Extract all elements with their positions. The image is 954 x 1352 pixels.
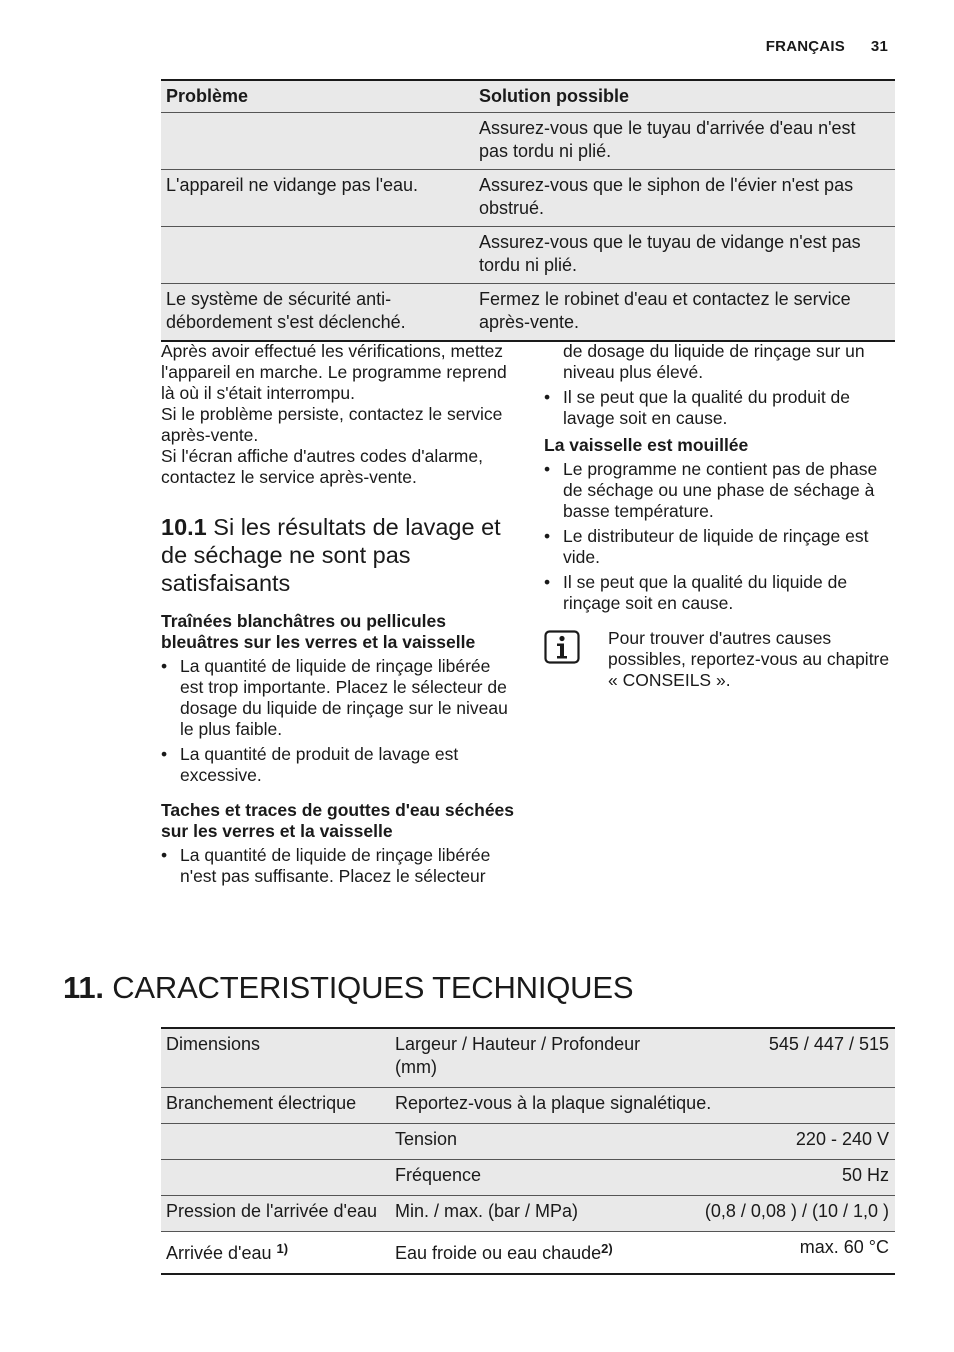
intro-paragraph: Si le problème persiste, contactez le service après-vente. [161, 404, 503, 445]
solution-cell: Assurez-vous que le tuyau d'arrivée d'eau n'est pas tordu ni plié. [474, 113, 895, 170]
column-header-solution: Solution possible [474, 80, 895, 113]
spec-value: 545 / 447 / 515 [651, 1028, 895, 1088]
subheading-wet-dishes: La vaisselle est mouillée [544, 435, 749, 455]
chapter-title: CARACTERISTIQUES TECHNIQUES [112, 970, 634, 1005]
table-row [161, 1196, 895, 1232]
info-icon [544, 630, 580, 664]
bullet-list [161, 656, 517, 786]
spec-value: max. 60 °C [651, 1232, 895, 1275]
list-item: • La quantité de liquide de rinçage libérée n'est pas suffisante. Placez le sélecteur [161, 845, 491, 886]
left-column [161, 341, 517, 891]
list-item: • Le programme ne contient pas de phase de séchage ou une phase de séchage à basse température. [544, 459, 878, 521]
table-row [161, 1124, 895, 1160]
problem-cell: L'appareil ne vidange pas l'eau. [161, 170, 474, 227]
list-item: • Le distributeur de liquide de rinçage est vide. [544, 526, 869, 567]
bullet-icon: • [161, 744, 168, 764]
problem-cell [161, 227, 474, 284]
spec-value: (0,8 / 0,08 ) / (10 / 1,0 ) [651, 1196, 895, 1232]
intro-paragraph: Après avoir effectué les vérifications, mettez l'appareil en marche. Le programme reprend là où il s'était interrompu. [161, 341, 507, 403]
spec-sublabel: Tension [390, 1124, 651, 1160]
bullet-icon: • [161, 845, 168, 865]
bullet-list [544, 459, 896, 614]
right-column [544, 341, 896, 691]
spec-sublabel: Fréquence [390, 1160, 651, 1196]
list-item: • Il se peut que la qualité du liquide de rinçage soit en cause. [544, 572, 848, 613]
subheading-streaks: Traînées blanchâtres ou pellicules bleuâtres sur les verres et la vaisselle [161, 611, 476, 652]
list-item-continuation: de dosage du liquide de rinçage sur un niveau plus élevé. [563, 341, 865, 382]
bullet-list [161, 845, 517, 887]
spec-label [161, 1160, 390, 1196]
table-row [161, 1028, 895, 1088]
spec-label: Pression de l'arrivée d'eau [161, 1196, 390, 1232]
problem-cell: Le système de sécurité anti-débordement s'est déclenché. [161, 284, 474, 342]
section-number: 10.1 [161, 514, 207, 540]
spec-sublabel: Largeur / Hauteur / Profondeur (mm) [390, 1028, 651, 1088]
bullet-icon: • [544, 572, 551, 592]
spec-sublabel: Min. / max. (bar / MPa) [390, 1196, 651, 1232]
spec-value: 220 - 240 V [651, 1124, 895, 1160]
subheading-spots: Taches et traces de gouttes d'eau séchées sur les verres et la vaisselle [161, 800, 515, 841]
spec-label: Arrivée d'eau $^{1)}$ [161, 1232, 390, 1275]
spec-label: Dimensions [161, 1028, 390, 1088]
problem-cell [161, 113, 474, 170]
table-header-row [161, 80, 895, 113]
bullet-icon: • [544, 387, 551, 407]
bullet-icon: • [544, 526, 551, 546]
chapter-heading [63, 968, 633, 1008]
table-row [161, 1232, 895, 1275]
section-title: Si les résultats de lavage et de séchage ne sont pas satisfaisants [161, 514, 501, 596]
specs-table [161, 1027, 895, 1275]
solution-cell: Assurez-vous que le siphon de l'évier n'est pas obstrué. [474, 170, 895, 227]
footnote-marker: 1) [276, 1241, 289, 1256]
solution-cell: Assurez-vous que le tuyau de vidange n'est pas tordu ni plié. [474, 227, 895, 284]
table-row [161, 113, 895, 170]
table-row [161, 227, 895, 284]
page-number: 31 [870, 38, 888, 55]
table-row [161, 1160, 895, 1196]
spec-value: 50 Hz [651, 1160, 895, 1196]
intro-paragraph: Si l'écran affiche d'autres codes d'alarme, contactez le service après-vente. [161, 446, 483, 487]
spec-sublabel: Eau froide ou eau chaude$^{2)}$ [390, 1232, 651, 1275]
section-heading [161, 513, 517, 597]
table-row [161, 1088, 895, 1124]
info-note [544, 628, 896, 691]
solution-cell: Fermez le robinet d'eau et contactez le service après-vente. [474, 284, 895, 342]
bullet-icon: • [161, 656, 168, 676]
info-note-text: Pour trouver d'autres causes possibles, reportez-vous au chapitre « CONSEILS ». [608, 628, 890, 690]
table-row [161, 284, 895, 342]
list-item: • La quantité de liquide de rinçage libérée est trop importante. Placez le sélecteur de dosage du liquide de rinçage sur le niveau le plus faible. [161, 656, 508, 739]
column-header-problem: Problème [161, 80, 474, 113]
bullet-list [544, 387, 896, 429]
spec-label [161, 1124, 390, 1160]
spec-sublabel: Reportez-vous à la plaque signalétique. [390, 1088, 895, 1124]
chapter-number: 11. [63, 970, 104, 1005]
page-header [766, 38, 888, 55]
problem-table [161, 79, 895, 342]
spec-label: Branchement électrique [161, 1088, 390, 1124]
table-row [161, 170, 895, 227]
list-item: • Il se peut que la qualité du produit de lavage soit en cause. [544, 387, 851, 428]
bullet-icon: • [544, 459, 551, 479]
list-item: • La quantité de produit de lavage est excessive. [161, 744, 459, 785]
header-section: FRANÇAIS [765, 38, 845, 55]
footnote-marker: 2) [601, 1241, 613, 1256]
